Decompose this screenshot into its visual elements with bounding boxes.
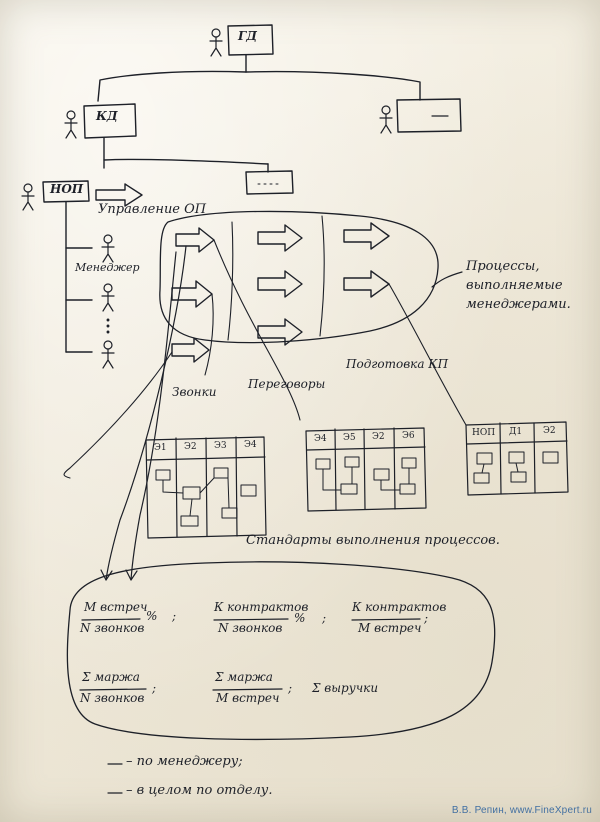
standards-table-3-col-1: НОП — [472, 428, 496, 438]
metric-5-numerator: Σ маржа — [215, 670, 273, 684]
box-dots-middle — [246, 171, 293, 194]
node-label-nop: НОП — [50, 182, 84, 196]
person-icon-right — [380, 106, 392, 133]
person-icon-nop — [22, 184, 34, 210]
standards-table-3-col-3: Э2 — [543, 426, 556, 436]
metric-1-separator: ; — [172, 609, 177, 623]
metric-5-separator: ; — [288, 681, 293, 695]
standards-caption: Стандарты выполнения процессов. — [246, 533, 500, 548]
fraction-bar-1-2 — [214, 619, 288, 620]
manager-ellipsis — [107, 319, 109, 333]
node-label-gd: ГД — [238, 29, 257, 43]
process-arrow-r2c3 — [344, 271, 389, 297]
metric-3-numerator: К контрактов — [352, 600, 447, 614]
metric-4-denominator: N звонков — [80, 691, 145, 705]
metric-6-text: Σ выручки — [312, 681, 379, 695]
metrics-note-1: – по менеджеру; — [126, 754, 243, 769]
standards-table-3-content — [474, 452, 558, 483]
metric-2-suffix: % — [294, 611, 306, 625]
credit-watermark: В.В. Репин, www.FineXpert.ru — [451, 805, 592, 816]
process-arrow-r1c2 — [258, 225, 302, 251]
metrics-oval — [67, 562, 494, 740]
metric-1-suffix: % — [146, 609, 158, 623]
standards-table-2-col-1: Э4 — [314, 434, 327, 444]
process-arrow-r1c1 — [176, 228, 214, 252]
process-row-label-2: Переговоры — [248, 377, 326, 391]
process-arrow-r3c1 — [172, 338, 209, 362]
manager-label: Менеджер — [75, 261, 140, 274]
standards-table-2-col-2: Э5 — [343, 433, 356, 443]
fraction-bar-2-2 — [213, 689, 282, 690]
process-row-label-3: Подготовка КП — [346, 357, 449, 371]
metric-1-denominator: N звонков — [80, 621, 145, 635]
process-arrow-r2c2 — [258, 271, 302, 297]
standards-table-2-content — [316, 457, 416, 494]
metric-4-numerator: Σ маржа — [82, 670, 140, 684]
fraction-bar-2-1 — [80, 689, 146, 690]
process-arrow-r1c3 — [344, 223, 389, 249]
standards-table-1-col-1: Э1 — [154, 443, 167, 453]
standards-table-1-col-3: Э3 — [214, 441, 227, 451]
box-right-top — [397, 99, 461, 132]
standards-table-3-col-2: Д1 — [509, 427, 523, 437]
metric-3-denominator: М встреч — [358, 621, 422, 635]
process-cloud — [160, 211, 438, 342]
process-callout — [466, 258, 571, 315]
metric-2-separator: ; — [322, 611, 327, 625]
process-callout-line-3: менеджерами. — [466, 296, 571, 312]
person-icon-gd — [210, 29, 222, 56]
standards-table-2-col-3: Э2 — [372, 432, 385, 442]
metric-3-separator: ; — [424, 611, 429, 625]
node-label-kd: КД — [96, 109, 118, 123]
metric-1-numerator: М встреч — [84, 600, 148, 614]
metric-4-separator: ; — [152, 681, 157, 695]
metric-2-denominator: N звонков — [218, 621, 283, 635]
standards-table-1-col-4: Э4 — [244, 440, 257, 450]
standards-table-1-col-2: Э2 — [184, 442, 197, 452]
standards-table-2-col-4: Э6 — [402, 431, 415, 441]
metric-5-denominator: М встреч — [216, 691, 280, 705]
metric-2-numerator: К контрактов — [214, 600, 309, 614]
person-icon-manager-3 — [102, 341, 114, 368]
fraction-bar-1-3 — [352, 619, 420, 620]
person-icon-manager-1 — [102, 235, 114, 262]
fraction-bar-1-1 — [82, 619, 140, 620]
process-callout-line-2: выполняемые — [466, 277, 563, 293]
metrics-note-2: – в целом по отделу. — [126, 783, 273, 798]
process-callout-line-1: Процессы, — [466, 259, 540, 274]
process-band-title: Управление ОП — [98, 202, 207, 217]
person-icon-manager-2 — [102, 284, 114, 311]
person-icon-kd — [65, 111, 77, 138]
process-row-label-1: Звонки — [172, 385, 217, 399]
